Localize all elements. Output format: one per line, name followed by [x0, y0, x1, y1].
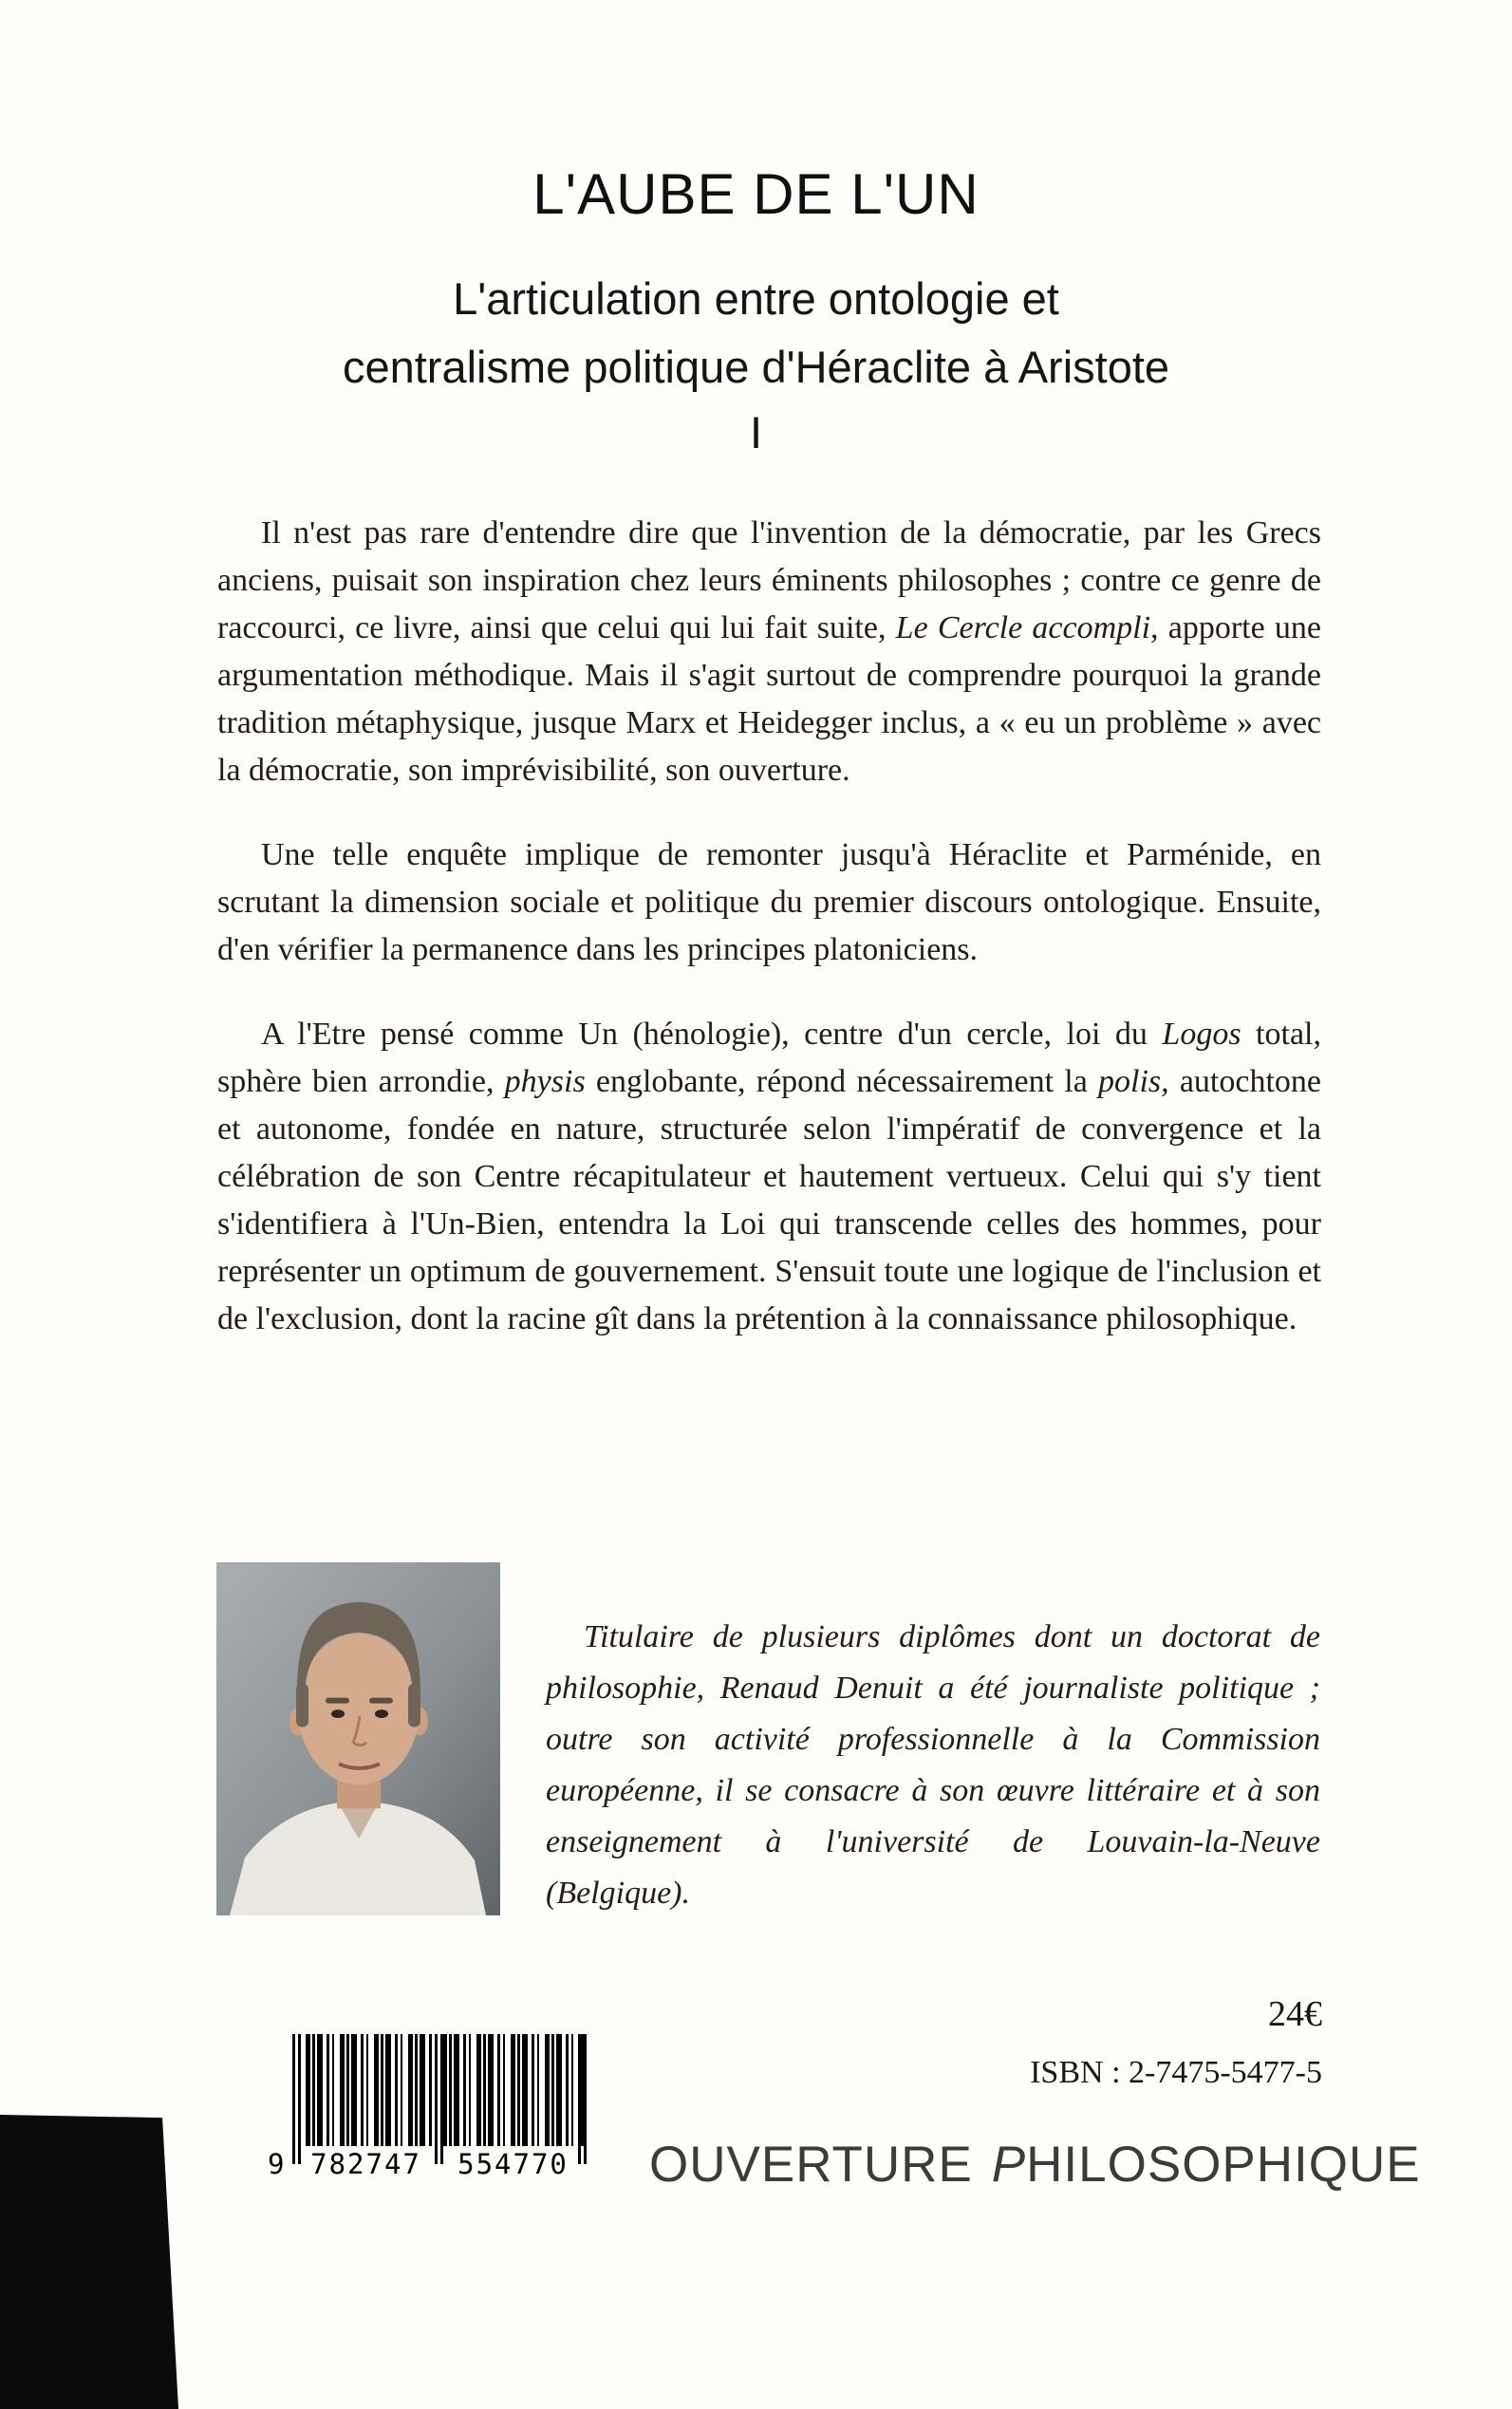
barcode-guard-right [578, 2034, 587, 2164]
barcode-digits [268, 2148, 587, 2180]
isbn: ISBN : 2-7475-5477-5 [1030, 2055, 1322, 2090]
volume-numeral: I [749, 407, 763, 458]
price: 24€ [1268, 1994, 1322, 2034]
barcode-lead-digit: 9 [268, 2148, 287, 2180]
book-title: L'AUBE DE L'UN [532, 162, 980, 226]
synopsis-paragraph-3: A l'Etre pensé comme Un (hénologie), centre d'un cercle, loi du Logos total, sphère bien arrondie, physis englobante, répond nécessairement la polis, autochtone et autonome, fondée en nature, structurée selon l'impératif de convergence et la célébration de son Centre récapitulateur et hautement vertueux. Celui qui s'y tient s'identifiera à l'Un-Bien, entendra la Loi qui transcende celles des hommes, pour représenter un optimum de gouvernement. S'ensuit toute une logique de l'inclusion et de l'exclusion, dont la racine gît dans la prétention à la connaissance philosophique. [217, 1017, 1321, 1336]
series-p-initial: P [991, 2137, 1027, 2193]
synopsis-paragraph-1: Il n'est pas rare d'entendre dire que l'invention de la démocratie, par les Grecs anciens, puisait son inspiration chez leurs éminents philosophes ; contre ce genre de raccourci, ce livre, ainsi que celui qui lui fait suite, Le Cercle accompli, apporte une argumentation méthodique. Mais il s'agit surtout de comprendre pourquoi la grande tradition métaphysique, jusque Marx et Heidegger inclus, a « eu un problème » avec la démocratie, son imprévisibilité, son ouverture. [217, 515, 1321, 788]
synopsis-paragraph-2: Une telle enquête implique de remonter jusqu'à Héraclite et Parménide, en scrutant la dimension sociale et politique du premier discours ontologique. Ensuite, d'en vérifier la permanence dans les principes platoniciens. [217, 837, 1321, 967]
book-subtitle-line2: centralisme politique d'Héraclite à Aristote [342, 342, 1170, 392]
barcode-guard-left [292, 2034, 301, 2164]
barcode-digit-group-2: 554770 [457, 2148, 569, 2180]
author-bio: Titulaire de plusieurs diplômes dont un doctorat de philosophie, Renaud Denuit a été journaliste politique ; outre son activité professionnelle à la Commission européenne, il se consacre à son œuvre littéraire et à son enseignement à l'université de Louvain-la-Neuve (Belgique). [546, 1619, 1320, 1911]
author-photo [216, 1562, 500, 1915]
synopsis [217, 510, 1321, 1380]
series-word-ouverture: OUVERTURE [649, 2137, 973, 2193]
series-word-philosophique-rest: HILOSOPHIQUE [1026, 2137, 1421, 2193]
ean-barcode [268, 2034, 587, 2180]
book-subtitle [0, 265, 1512, 402]
book-subtitle-line1: L'articulation entre ontologie et [453, 273, 1059, 324]
barcode-digit-group-1: 782747 [310, 2148, 421, 2180]
cover-corner-black [0, 2115, 178, 2409]
barcode-guard-middle [435, 2034, 443, 2164]
series-logo [649, 2136, 1421, 2194]
